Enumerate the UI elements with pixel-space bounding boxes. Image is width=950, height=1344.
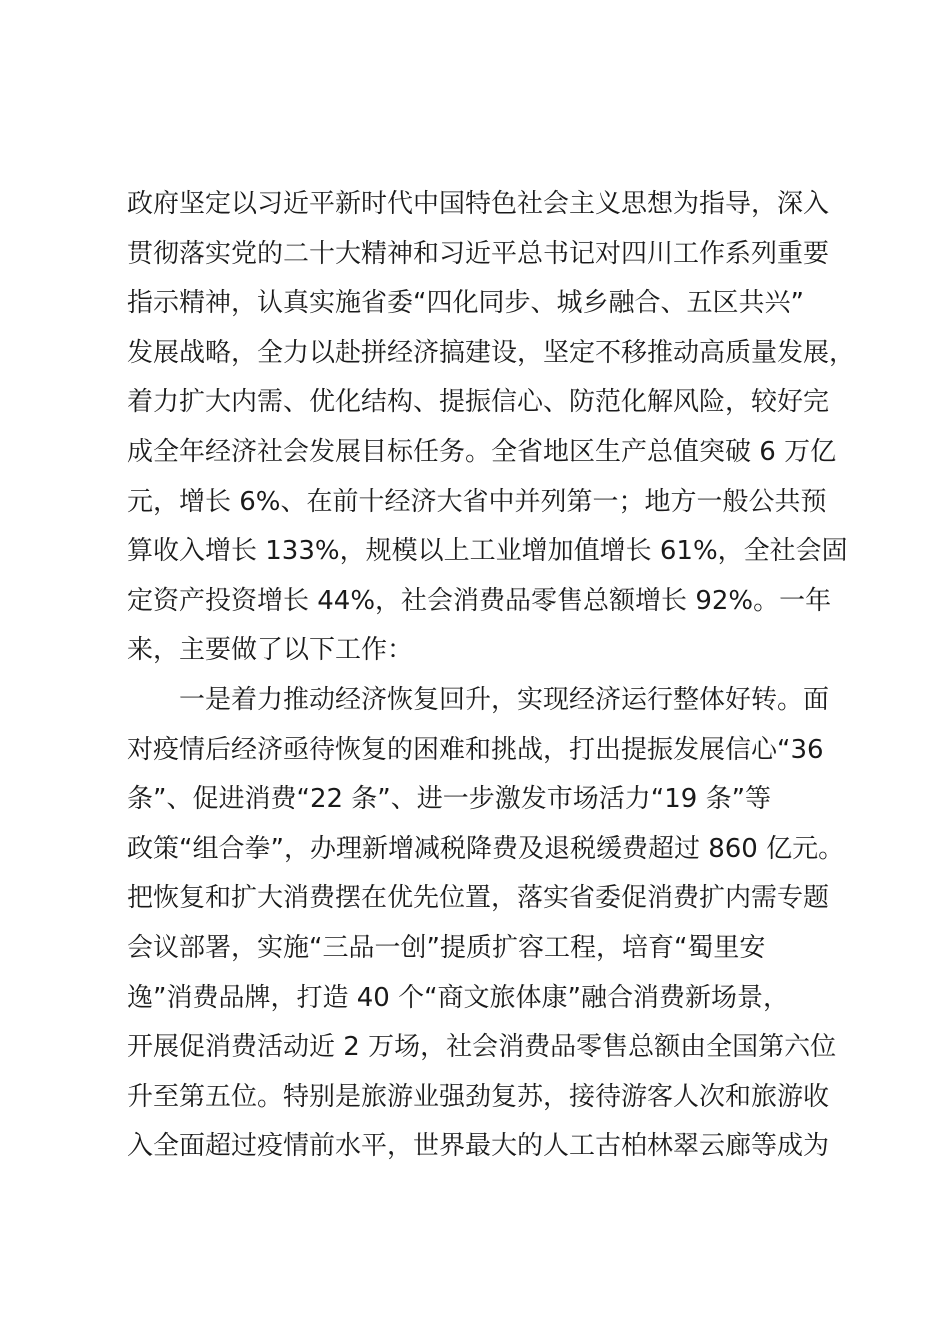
text-line: 入全面超过疫情前水平，世界最大的人工古柏林翠云廊等成为 xyxy=(127,1131,830,1162)
text-line: 发展战略，全力以赴拼经济搞建设，坚定不移推动高质量发展， xyxy=(127,337,856,368)
text-line: 升至第五位。特别是旅游业强劲复苏，接待游客人次和旅游收 xyxy=(127,1081,830,1112)
paragraph-first-line: 一是着力推动经济恢复回升，实现经济运行整体好转。面 xyxy=(179,684,830,715)
text-line: 指示精神，认真实施省委“四化同步、城乡融合、五区共兴” xyxy=(127,288,804,319)
text-line: 贯彻落实党的二十大精神和习近平总书记对四川工作系列重要 xyxy=(127,238,830,269)
text-line: 政府坚定以习近平新时代中国特色社会主义思想为指导，深入 xyxy=(127,189,830,219)
text-line: 成全年经济社会发展目标任务。全省地区生产总值突破 6 万亿 xyxy=(127,436,837,467)
body-text xyxy=(127,180,867,1172)
text-line: 开展促消费活动近 2 万场，社会消费品零售总额由全国第六位 xyxy=(127,1032,837,1063)
text-line: 元，增长 6%、在前十经济大省中并列第一；地方一般公共预 xyxy=(127,486,827,517)
text-line: 对疫情后经济亟待恢复的困难和挑战，打出提振发展信心“36 xyxy=(127,734,824,765)
text-line: 把恢复和扩大消费摆在优先位置，落实省委促消费扩内需专题 xyxy=(127,883,830,914)
text-line: 会议部署，实施“三品一创”提质扩容工程，培育“蜀里安 xyxy=(127,932,766,963)
text-line: 着力扩大内需、优化结构、提振信心、防范化解风险，较好完 xyxy=(127,387,830,418)
text-line: 定资产投资增长 44%，社会消费品零售总额增长 92%。一年 xyxy=(127,585,832,616)
text-line: 逸”消费品牌，打造 40 个“商文旅体康”融合消费新场景， xyxy=(127,982,790,1013)
text-line: 算收入增长 133%，规模以上工业增加值增长 61%，全社会固 xyxy=(127,536,848,567)
text-line: 政策“组合拳”，办理新增减税降费及退税缓费超过 860 亿元。 xyxy=(127,833,845,864)
text-line: 来，主要做了以下工作： xyxy=(127,635,414,666)
text-line: 条”、促进消费“22 条”、进一步激发市场活力“19 条”等 xyxy=(127,784,772,815)
